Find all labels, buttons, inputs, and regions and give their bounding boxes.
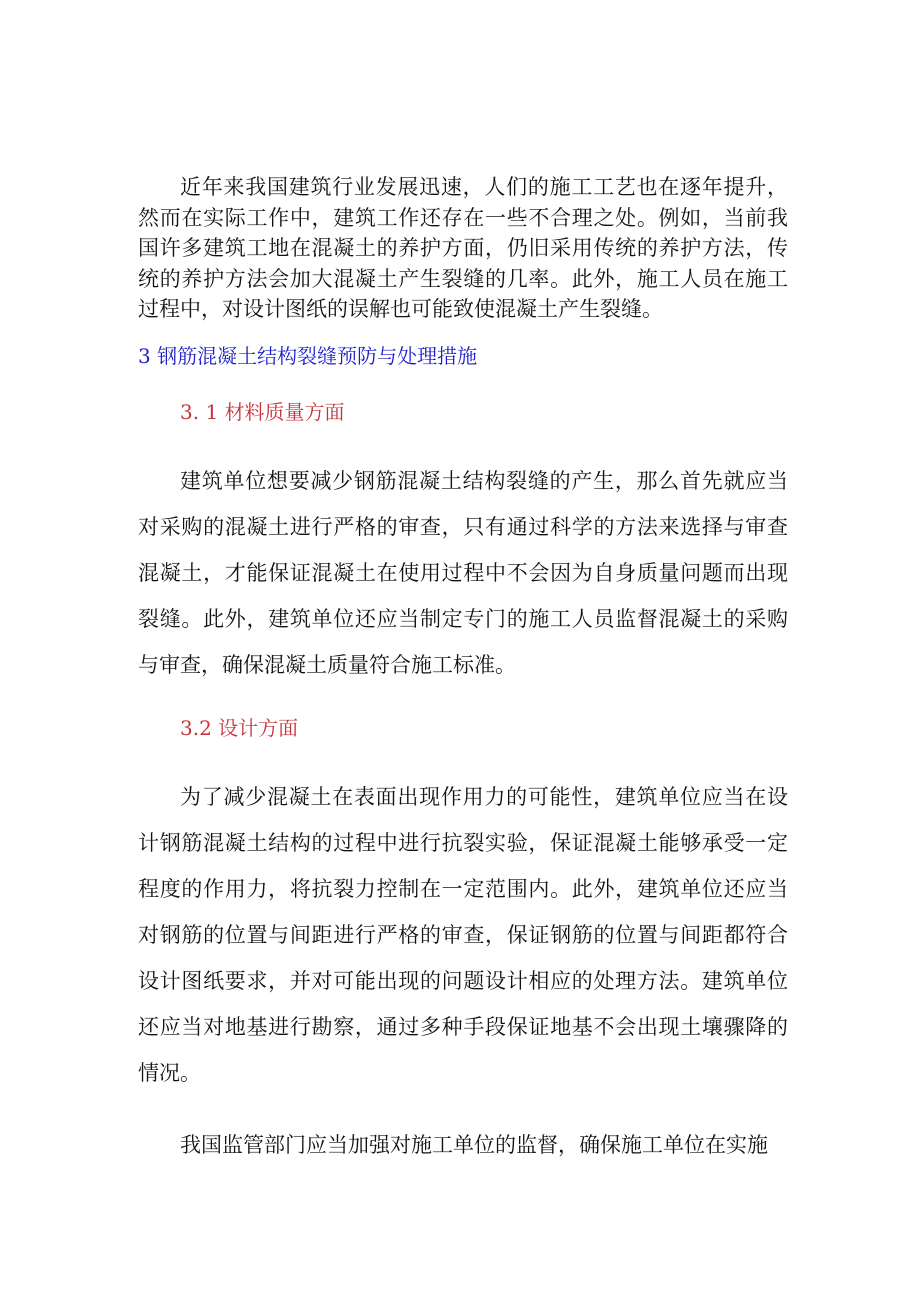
section-3-1-heading: 3. 1 材料质量方面 (180, 400, 345, 424)
design-paragraph: 为了减少混凝土在表面出现作用力的可能性，建筑单位应当在设计钢筋混凝土结构的过程中进行抗裂实验，保证混凝土能够承受一定程度的作用力，将抗裂力控制在一定范围内。此外，建筑单位还应当对钢筋的位置与间距进行严格的审查，保证钢筋的位置与间距都符合设计图纸要求，并对可能出现的问题设计相应的处理方法。建筑单位还应当对地基进行勘察，通过多种手段保证地基不会出现土壤骤降的情况。 (138, 785, 788, 1085)
section-3-heading: 3 钢筋混凝土结构裂缝预防与处理措施 (138, 344, 478, 368)
supervision-paragraph: 我国监管部门应当加强对施工单位的监督，确保施工单位在实施 (180, 1133, 768, 1157)
material-quality-paragraph: 建筑单位想要减少钢筋混凝土结构裂缝的产生，那么首先就应当对采购的混凝土进行严格的审查，只有通过科学的方法来选择与审查混凝土，才能保证混凝土在使用过程中不会因为自身质量问题而出现裂缝。此外，建筑单位还应当制定专门的施工人员监督混凝土的采购与审查，确保混凝土质量符合施工标准。 (138, 469, 788, 677)
intro-paragraph: 近年来我国建筑行业发展迅速，人们的施工工艺也在逐年提升，然而在实际工作中，建筑工作还存在一些不合理之处。例如，当前我国许多建筑工地在混凝土的养护方面，仍旧采用传统的养护方法，传统的养护方法会加大混凝土产生裂缝的几率。此外，施工人员在施工过程中，对设计图纸的误解也可能致使混凝土产生裂缝。 (138, 175, 788, 321)
section-3-2-heading: 3.2 设计方面 (180, 716, 299, 740)
